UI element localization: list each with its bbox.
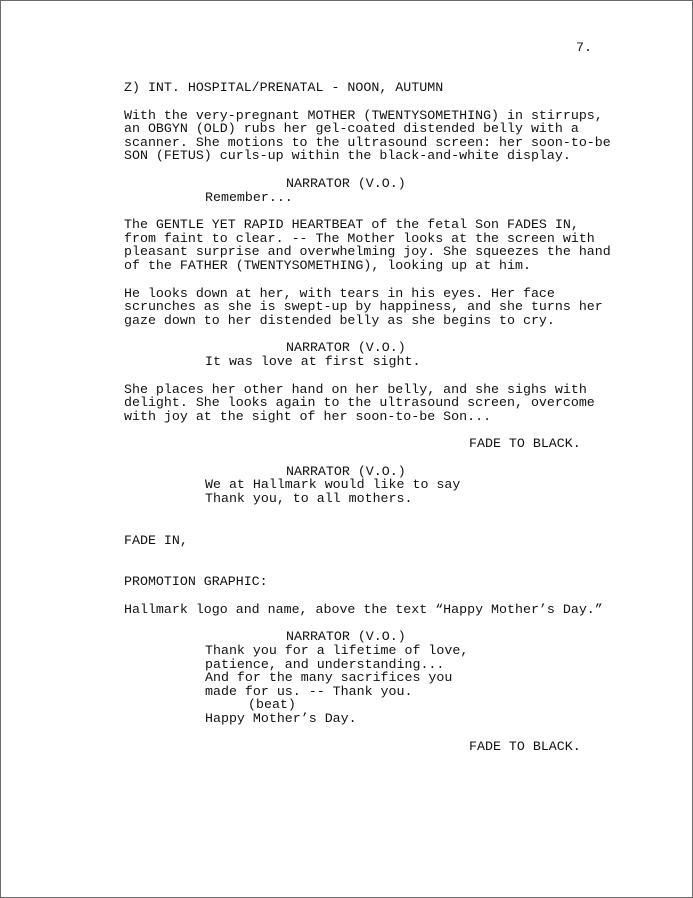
script-content bbox=[124, 81, 644, 767]
transition-fade-to-black-2: FADE TO BLACK. bbox=[469, 738, 581, 754]
dialogue-block-1 bbox=[124, 177, 644, 204]
dialogue-block-4 bbox=[124, 630, 644, 725]
parenthetical: (beat) bbox=[248, 697, 296, 713]
promotion-heading: PROMOTION GRAPHIC: bbox=[124, 574, 268, 590]
transition-fade-in: FADE IN, bbox=[124, 532, 188, 548]
spacer bbox=[124, 520, 644, 534]
dialogue-block-2 bbox=[124, 341, 644, 368]
dialogue-lines: Thank you for a lifetime of love, patience, and understanding... And for the many sacrifices you made for us. -- Thank you. bbox=[205, 643, 469, 699]
character-name: NARRATOR (V.O.) bbox=[286, 463, 406, 479]
action-paragraph-2: The GENTLE YET RAPID HEARTBEAT of the fetal Son FADES IN, from faint to clear. -- The Mother looks at the screen with pleasant surprise and overwhelming joy. She squeezes the hand of the FATHER (TWENTYSOMETHING), looking up at him. bbox=[124, 217, 611, 273]
character-name: NARRATOR (V.O.) bbox=[286, 340, 406, 356]
scene-heading: Z) INT. HOSPITAL/PRENATAL - NOON, AUTUMN bbox=[124, 80, 444, 95]
action-paragraph-4: She places her other hand on her belly, and she sighs with delight. She looks again to the ultrasound screen, overcome with joy at the sight of her soon-to-be Son... bbox=[124, 381, 595, 424]
dialogue-lines: We at Hallmark would like to say Thank you, to all mothers. bbox=[205, 477, 461, 507]
dialogue-block-3 bbox=[124, 465, 644, 506]
dialogue-lines: Happy Mother’s Day. bbox=[205, 711, 357, 726]
dialogue-lines: It was love at first sight. bbox=[205, 353, 421, 369]
action-paragraph-3: He looks down at her, with tears in his eyes. Her face scrunches as she is swept-up by happiness, and she turns her gaze down to her distended belly as she begins to cry. bbox=[124, 285, 603, 328]
page-number: 7. bbox=[576, 40, 592, 55]
character-name: NARRATOR (V.O.) bbox=[286, 629, 406, 645]
spacer bbox=[124, 561, 644, 575]
action-paragraph-5: Hallmark logo and name, above the text “Happy Mother’s Day.” bbox=[124, 601, 603, 617]
dialogue-lines: Remember... bbox=[205, 189, 293, 205]
character-name: NARRATOR (V.O.) bbox=[286, 175, 406, 191]
transition-fade-to-black-1: FADE TO BLACK. bbox=[469, 436, 581, 452]
action-paragraph-1: With the very-pregnant MOTHER (TWENTYSOMETHING) in stirrups, an OBGYN (OLD) rubs her gel-coated distended belly with a scanner. She motions to the ultrasound screen: her soon-to-be SON (FETUS) curls-up within the black-and-white display. bbox=[124, 107, 611, 164]
